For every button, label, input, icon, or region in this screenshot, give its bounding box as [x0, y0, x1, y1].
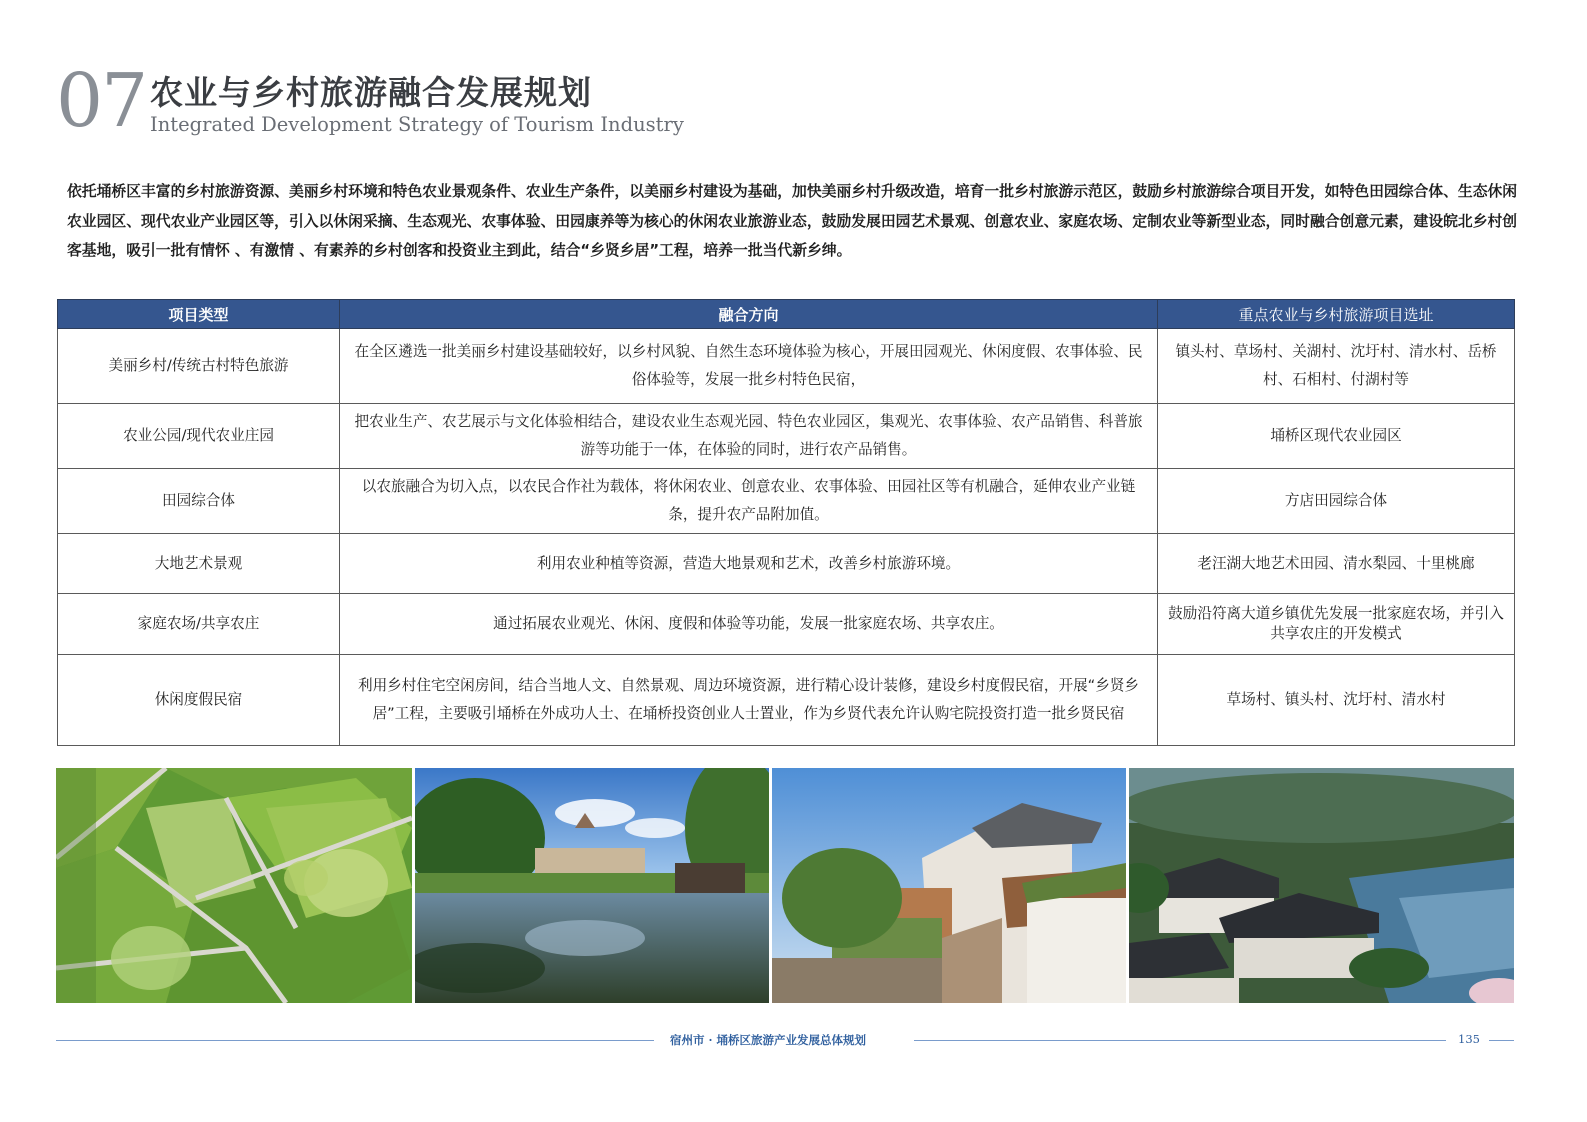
footer-title: 宿州市 · 埇桥区旅游产业发展总体规划	[670, 1033, 867, 1047]
table-row	[58, 655, 1515, 746]
planning-table	[57, 299, 1515, 746]
footer-divider-right	[1489, 1040, 1514, 1041]
table-row	[58, 404, 1515, 469]
aerial-farmland-art-photo	[56, 768, 412, 1003]
cell-type: 田园综合体	[58, 469, 340, 534]
chapter-number: 07	[56, 58, 147, 144]
intro-paragraph: 依托埇桥区丰富的乡村旅游资源、美丽乡村环境和特色农业景观条件、农业生产条件，以美丽乡村建设为基础，加快美丽乡村升级改造，培育一批乡村旅游示范区，鼓励乡村旅游综合项目开发，如特色田园综合体、生态休闲农业园区、现代农业产业园区等，引入以休闲采摘、生态观光、农事体验、田园康养等为核心的休闲农业旅游业态，鼓励发展田园艺术景观、创意农业、家庭农场、定制农业等新型业态，同时融合创意元素，建设皖北乡村创客基地，吸引一批有情怀 、有激情 、有素养的乡村创客和投资业主到此，结合“乡贤乡居”工程，培养一批当代新乡绅。	[67, 183, 1518, 259]
page-subtitle: Integrated Development Strategy of Tourism Industry	[150, 113, 684, 136]
cell-direction: 在全区遴选一批美丽乡村建设基础较好，以乡村风貌、自然生态环境体验为核心，开展田园观光、休闲度假、农事体验、民俗体验等，发展一批乡村特色民宿，	[340, 329, 1158, 404]
cell-direction: 利用农业种植等资源，营造大地景观和艺术，改善乡村旅游环境。	[340, 534, 1158, 594]
table-header-row	[58, 300, 1515, 329]
homestay-building-photo	[772, 768, 1126, 1003]
cell-direction: 利用乡村住宅空闲房间，结合当地人文、自然景观、周边环境资源，进行精心设计装修，建设乡村度假民宿，开展“乡贤乡居”工程，主要吸引埇桥在外成功人士、在埇桥投资创业人士置业，作为乡贤代表允许认购宅院投资打造一批乡贤民宿	[340, 655, 1158, 746]
cell-direction: 把农业生产、农艺展示与文化体验相结合，建设农业生态观光园、特色农业园区，集观光、农事体验、农产品销售、科普旅游等功能于一体，在体验的同时，进行农产品销售。	[340, 404, 1158, 469]
photo-strip	[56, 768, 1514, 1003]
cell-location: 老汪湖大地艺术田园、清水梨园、十里桃廊	[1158, 534, 1515, 594]
cell-type: 家庭农场/共享农庄	[58, 594, 340, 655]
cell-location: 草场村、镇头村、沈圩村、清水村	[1158, 655, 1515, 746]
cell-location: 方店田园综合体	[1158, 469, 1515, 534]
page-footer	[56, 1030, 1514, 1052]
table-row	[58, 469, 1515, 534]
footer-divider-middle	[914, 1040, 1446, 1041]
header-project-type: 项目类型	[58, 300, 340, 329]
table-row	[58, 594, 1515, 655]
header-location: 重点农业与乡村旅游项目选址	[1158, 300, 1515, 329]
cell-location: 鼓励沿符离大道乡镇优先发展一批家庭农场，并引入共享农庄的开发模式	[1158, 594, 1515, 655]
page-title: 农业与乡村旅游融合发展规划	[150, 73, 592, 112]
page-number: 135	[1458, 1032, 1480, 1046]
cell-direction: 通过拓展农业观光、休闲、度假和体验等功能，发展一批家庭农场、共享农庄。	[340, 594, 1158, 655]
cell-type: 大地艺术景观	[58, 534, 340, 594]
cell-location: 镇头村、草场村、关湖村、沈圩村、清水村、岳桥村、石相村、付湖村等	[1158, 329, 1515, 404]
cell-type: 农业公园/现代农业庄园	[58, 404, 340, 469]
lakeside-village-aerial-photo	[1129, 768, 1514, 1003]
table-row	[58, 329, 1515, 404]
cell-direction: 以农旅融合为切入点，以农民合作社为载体，将休闲农业、创意农业、农事体验、田园社区等有机融合，延伸农业产业链条，提升农产品附加值。	[340, 469, 1158, 534]
cell-location: 埇桥区现代农业园区	[1158, 404, 1515, 469]
cell-type: 休闲度假民宿	[58, 655, 340, 746]
table-row	[58, 534, 1515, 594]
header-direction: 融合方向	[340, 300, 1158, 329]
village-pond-photo	[415, 768, 769, 1003]
cell-type: 美丽乡村/传统古村特色旅游	[58, 329, 340, 404]
footer-divider-left	[56, 1040, 654, 1041]
